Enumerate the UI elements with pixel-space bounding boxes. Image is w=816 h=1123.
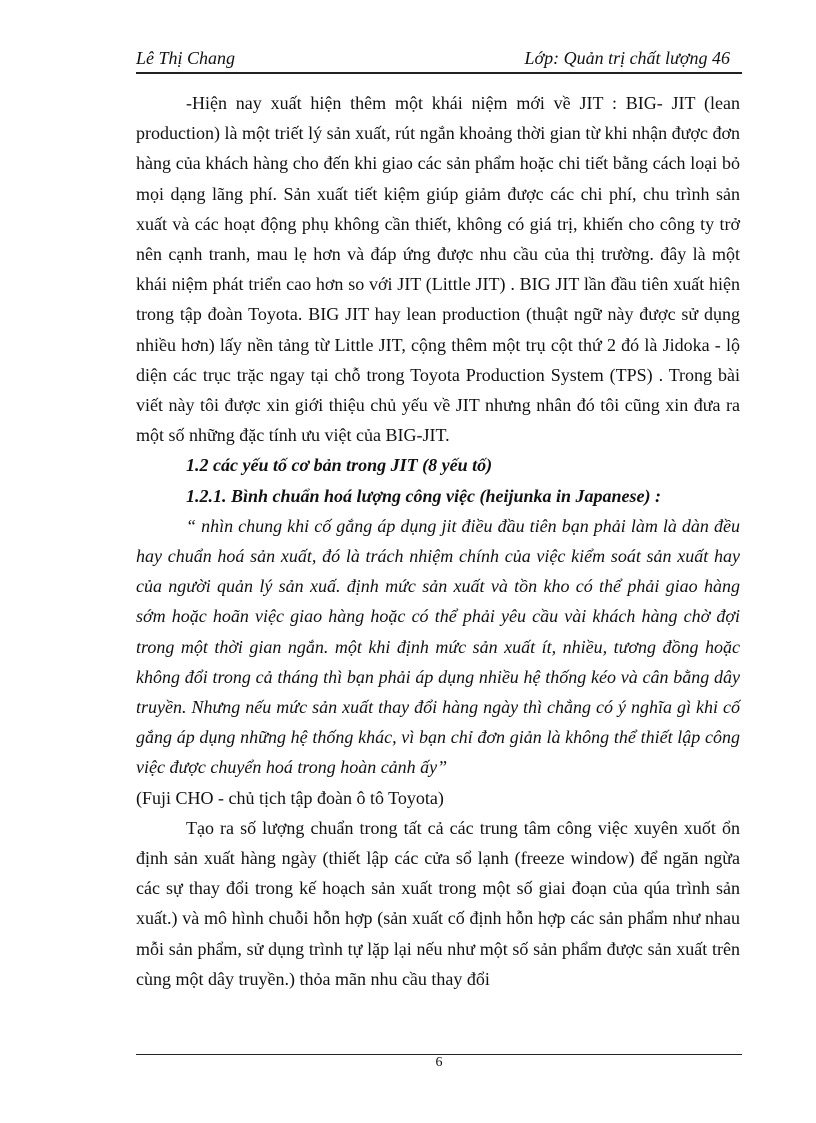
section-heading-1-2-1: 1.2.1. Bình chuẩn hoá lượng công việc (heijunka in Japanese) : bbox=[186, 485, 661, 506]
page-header bbox=[136, 46, 742, 74]
quote-paragraph: “ nhìn chung khi cố gắng áp dụng jit điều đầu tiên bạn phải làm là dàn đều hay chuẩn hoá sản xuất, đó là trách nhiệm chính của việc kiểm soát sản xuất hay của người quản lý sản xuấ. định mức sản xuất và tồn kho có thể phải giao hàng sớm hoặc hoãn việc giao hàng hoặc có thể phải yêu cầu vài khách hàng chờ đợi trong một thời gian ngắn. một khi định mức sản xuất ít, nhiều, tương đồng hoặc không đổi trong cả tháng thì bạn phải áp dụng nhiều hệ thống kéo và cân bằng dây truyền. Nhưng nếu mức sản xuất thay đổi hàng ngày thì chẳng có ý nghĩa gì khi cố gắng áp dụng những hệ thống khác, vì bạn chỉ đơn giản là không thể thiết lập công việc được chuyển hoá trong hoàn cảnh ấy” bbox=[136, 515, 740, 778]
section-heading-1-2: 1.2 các yếu tố cơ bản trong JIT (8 yếu tố) bbox=[186, 455, 493, 476]
page-number: 6 bbox=[435, 1055, 443, 1070]
page-body bbox=[136, 88, 740, 994]
quote-attribution: (Fuji CHO - chủ tịch tập đoàn ô tô Toyota) bbox=[136, 787, 444, 808]
header-class: Lớp: Quản trị chất lượng 46 bbox=[524, 48, 730, 68]
paragraph-big-jit: -Hiện nay xuất hiện thêm một khái niệm mới về JIT : BIG- JIT (lean production) là một triết lý sản xuất, rút ngắn khoảng thời gian từ khi nhận được đơn hàng của khách hàng cho đến khi giao các sản phẩm hoặc chi tiết bằng cách loại bỏ mọi dạng lãng phí. Sản xuất tiết kiệm giúp giảm được các chi phí, chu trình sản xuất và các hoạt động phụ không cần thiết, không có giá trị, khiến cho công ty trở nên cạnh tranh, mau lẹ hơn và đáp ứng được nhu cầu của thị trường. đây là một khái niệm phát triển cao hơn so với JIT (Little JIT) . BIG JIT lần đầu tiên xuất hiện trong tập đoàn Toyota. BIG JIT hay lean production (thuật ngữ này được sử dụng nhiều hơn) lấy nền tảng từ Little JIT, cộng thêm một trụ cột thứ 2 đó là Jidoka - lộ diện các trục trặc ngay tại chỗ trong Toyota Production System (TPS) . Trong bài viết này tôi được xin giới thiệu chủ yếu về JIT nhưng nhân đó tôi cũng xin đưa ra một số những đặc tính ưu việt của BIG-JIT. bbox=[136, 93, 740, 446]
paragraph-standard-quantity: Tạo ra số lượng chuẩn trong tất cả các trung tâm công việc xuyên xuốt ổn định sản xuất hàng ngày (thiết lập các cửa sổ lạnh (freeze window) để ngăn ngừa các sự thay đổi trong kế hoạch sản xuất trong một số giai đoạn của qúa trình sản xuất.) và mô hình chuỗi hỗn hợp (sản xuất cố định hỗn hợp các sản phẩm như nhau mỗi sản phẩm, sử dụng trình tự lặp lại nếu như một số sản phẩm được sản xuất trên cùng một dây truyền.) thỏa mãn nhu cầu thay đổi bbox=[136, 817, 740, 989]
header-author: Lê Thị Chang bbox=[136, 48, 236, 68]
